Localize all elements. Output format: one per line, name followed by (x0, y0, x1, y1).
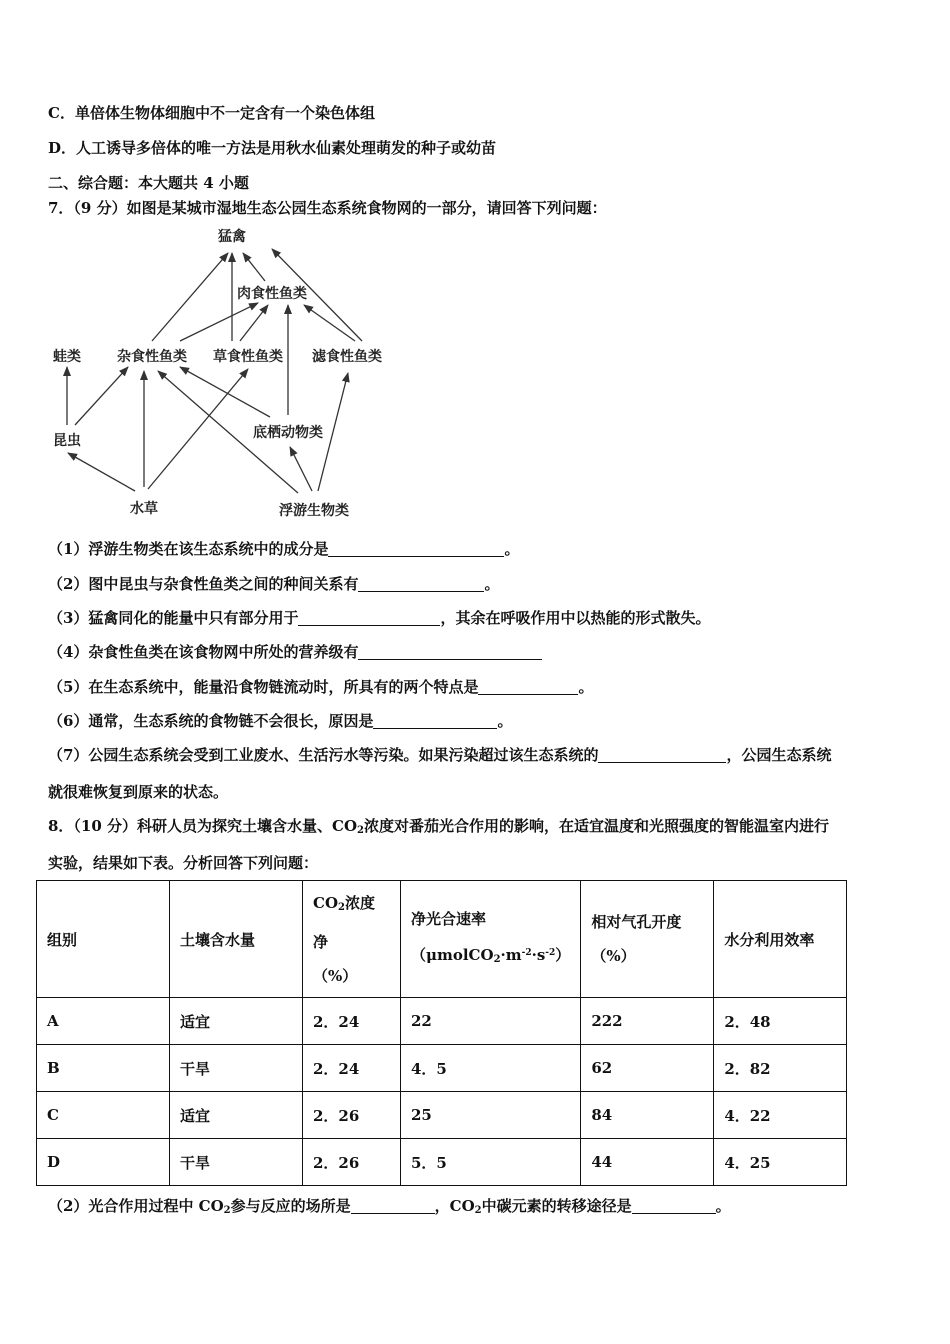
q8-part-2: （2）光合作用过程中 $CO_2$参与反应的场所是 ，$CO_2$中碳元素的转移途径是 。 (48, 1197, 731, 1216)
q7-part-7: （7）公园生态系统会受到工业废水、生活污水等污染。如果污染超过该生态系统的 ，公园生态系统 (48, 746, 832, 764)
food-web-diagram (40, 225, 400, 525)
arrow-benthos-omnivore (180, 367, 270, 417)
arrow-carnivore-raptor (243, 253, 265, 281)
cell-group: B (37, 1045, 170, 1092)
node-frog: 蛙类 (53, 349, 81, 365)
arrow-insect-omnivore (75, 367, 128, 425)
cell-soil: 干旱 (170, 1045, 303, 1092)
cell-water-efficiency: 2．48 (714, 998, 847, 1045)
table-row (37, 1045, 847, 1092)
cell-co2: 2．26 (303, 1139, 401, 1186)
cell-photosynthesis: 22 (401, 998, 581, 1045)
cell-stomata: 222 (581, 998, 714, 1045)
cell-group: D (37, 1139, 170, 1186)
option-d: D．人工诱导多倍体的唯一方法是用秋水仙素处理萌发的种子或幼苗 (48, 139, 497, 157)
node-omnivore-fish: 杂食性鱼类 (117, 349, 187, 365)
answer-blank[interactable] (351, 1199, 435, 1214)
cell-co2: 2．26 (303, 1092, 401, 1139)
header-co2: $CO_2$浓度 净 （%） (303, 881, 401, 998)
q7-part-4: （4）杂食性鱼类在该食物网中所处的营养级有 (48, 641, 542, 662)
answer-blank[interactable] (328, 542, 504, 557)
cell-water-efficiency: 2．82 (714, 1045, 847, 1092)
answer-blank[interactable] (478, 680, 578, 695)
header-water-efficiency: 水分利用效率 (714, 881, 847, 998)
node-herbivore-fish: 草食性鱼类 (213, 349, 283, 365)
cell-water-efficiency: 4．25 (714, 1139, 847, 1186)
q7-part-5: （5）在生态系统中，能量沿食物链流动时，所具有的两个特点是 。 (48, 678, 594, 696)
cell-soil: 适宜 (170, 1092, 303, 1139)
q7-part-2: （2）图中昆虫与杂食性鱼类之间的种间关系有 。 (48, 575, 500, 593)
arrow-omnivore-carnivore (180, 303, 258, 341)
q7-part-3: （3）猛禽同化的能量中只有部分用于 ，其余在呼吸作用中以热能的形式散失。 (48, 609, 711, 627)
node-filter-fish: 滤食性鱼类 (312, 349, 382, 365)
q7-part-6: （6）通常，生态系统的食物链不会很长，原因是 。 (48, 712, 513, 730)
header-stomata: 相对气孔开度 （%） (581, 881, 714, 998)
cell-co2: 2．24 (303, 998, 401, 1045)
option-c: C．单倍体生物体细胞中不一定含有一个染色体组 (48, 104, 375, 122)
table-header-row (37, 881, 847, 998)
node-raptor: 猛禽 (218, 229, 246, 245)
node-plankton: 浮游生物类 (279, 503, 349, 519)
cell-co2: 2．24 (303, 1045, 401, 1092)
answer-blank[interactable] (358, 577, 484, 592)
arrow-filter-carnivore (304, 305, 355, 341)
q7-part-1: （1）浮游生物类在该生态系统中的成分是 。 (48, 540, 520, 558)
section-title: 二、综合题：本大题共 4 小题 (48, 174, 249, 192)
answer-blank[interactable] (598, 748, 726, 763)
table-row (37, 1092, 847, 1139)
node-insect: 昆虫 (53, 433, 81, 449)
header-photosynthesis: 净光合速率 $(\mu molCO_2\cdot m^{-2}\cdot s^{-2})$ (401, 881, 581, 998)
arrow-waterplant-insect (68, 453, 135, 491)
answer-blank[interactable] (373, 714, 497, 729)
cell-photosynthesis: 25 (401, 1092, 581, 1139)
cell-group: C (37, 1092, 170, 1139)
q7-stem: 7．（9 分）如图是某城市湿地生态公园生态系统食物网的一部分，请回答下列问题： (48, 199, 607, 217)
cell-group: A (37, 998, 170, 1045)
node-water-plant: 水草 (130, 501, 158, 517)
header-soil: 土壤含水量 (170, 881, 303, 998)
cell-photosynthesis: 5．5 (401, 1139, 581, 1186)
cell-photosynthesis: 4．5 (401, 1045, 581, 1092)
cell-soil: 适宜 (170, 998, 303, 1045)
answer-blank[interactable] (358, 645, 542, 660)
node-carnivore-fish: 肉食性鱼类 (237, 286, 307, 302)
table-row (37, 1139, 847, 1186)
q8-stem: 8．（10 分）科研人员为探究土壤含水量、$CO_2$浓度对番茄光合作用的影响，在适宜温度和光照强度的智能温室内进行 (48, 817, 830, 836)
arrow-omnivore-raptor (152, 253, 228, 341)
cell-soil: 干旱 (170, 1139, 303, 1186)
cell-water-efficiency: 4．22 (714, 1092, 847, 1139)
arrow-waterplant-herbivore (148, 369, 248, 489)
results-table (36, 880, 847, 1186)
answer-blank[interactable] (632, 1199, 716, 1214)
q7-part-7-cont: 就很难恢复到原来的状态。 (48, 783, 229, 801)
cell-stomata: 44 (581, 1139, 714, 1186)
cell-stomata: 84 (581, 1092, 714, 1139)
header-group: 组别 (37, 881, 170, 998)
node-benthos: 底栖动物类 (253, 425, 323, 441)
q8-stem-cont: 实验，结果如下表。分析回答下列问题： (48, 854, 319, 872)
arrow-plankton-benthos (290, 447, 312, 491)
cell-stomata: 62 (581, 1045, 714, 1092)
table-row (37, 998, 847, 1045)
answer-blank[interactable] (298, 611, 440, 626)
